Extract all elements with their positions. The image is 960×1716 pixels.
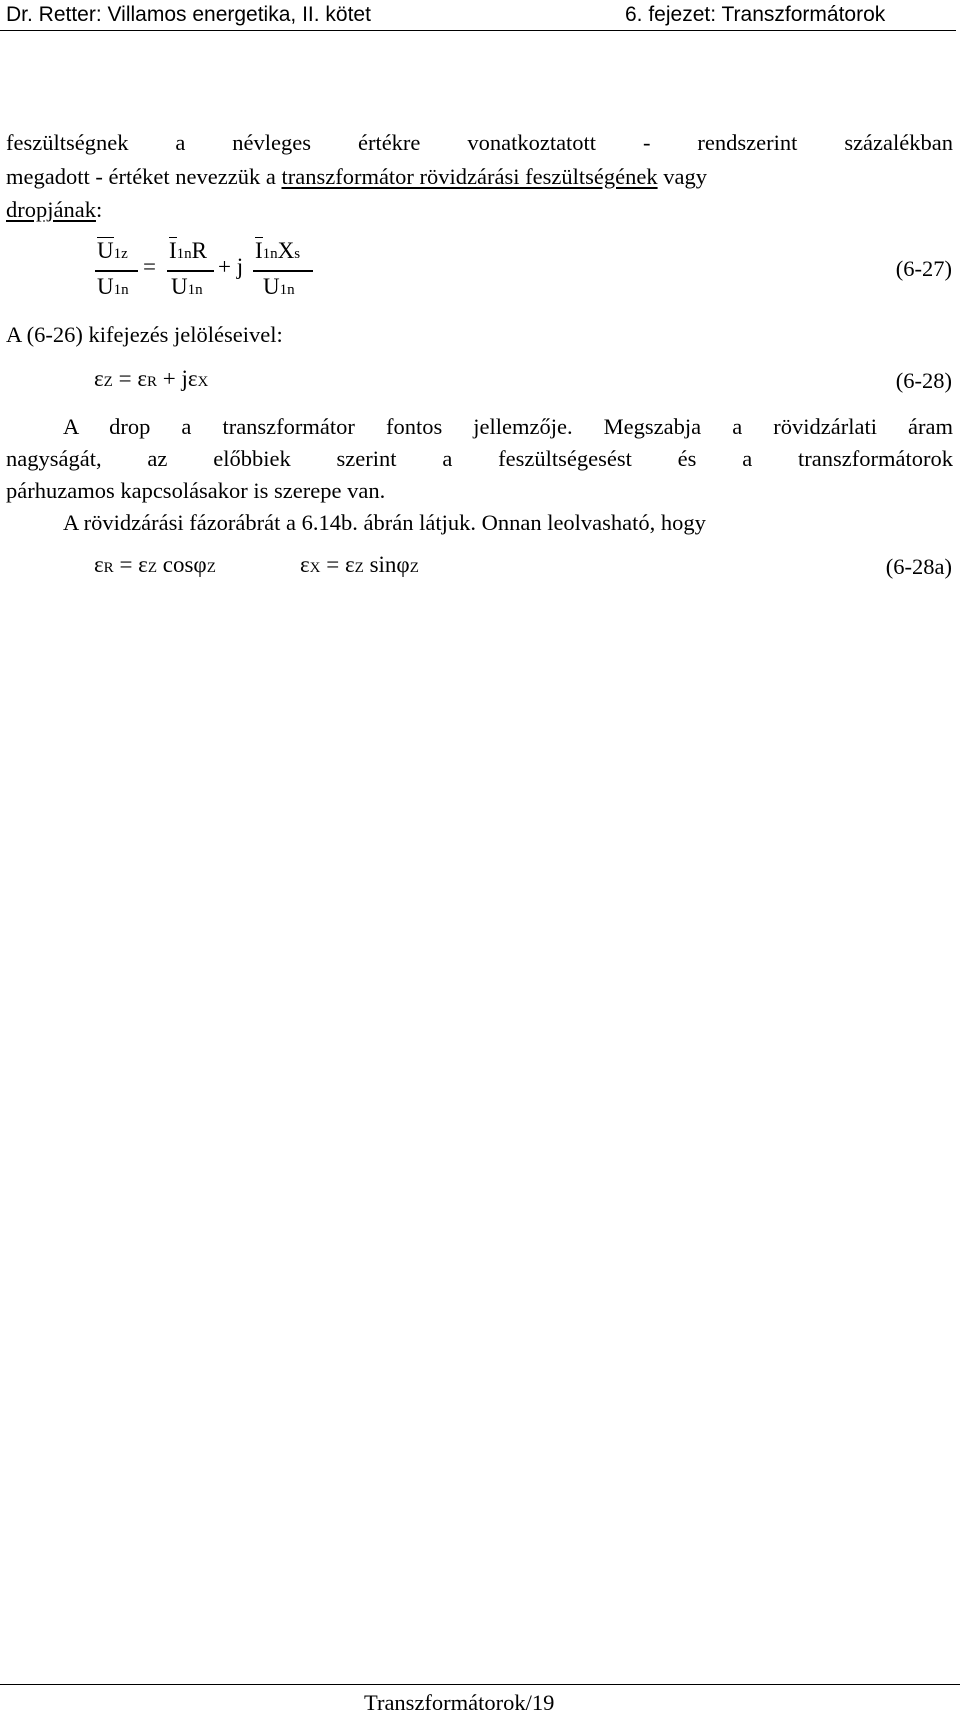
eq27-lhs-den-U: U [97, 274, 114, 299]
eq27-t1-I: I [169, 238, 177, 263]
eq27-t1-den-sub: 1n [187, 282, 203, 298]
para1-line2 [6, 164, 707, 190]
eq28a-equals-1: = [119, 552, 133, 577]
eq28-x-sub: X [197, 374, 209, 390]
term-rovidzarasi-feszultseg: transzformátor rövidzárási feszültségének [281, 164, 658, 189]
eq27-lhs-U-sub: 1z [113, 246, 128, 262]
footer-rule [0, 1684, 960, 1685]
para2-line1: A drop a transzformátor fontos jellemzője. Megszabja a rövidzárlati áram [63, 414, 953, 439]
eq28a-z-sub-3: Z [354, 560, 364, 576]
eq27-number: (6-27) [895, 256, 952, 281]
eq27-t2-X: X [277, 238, 295, 263]
header-chapter-title: 6. fejezet: Transzformátorok [625, 3, 886, 26]
eq27-t2-den-sub: 1n [279, 282, 295, 298]
eq27-term2-denominator [263, 274, 295, 300]
eq27-term1-denominator [171, 274, 203, 300]
eq27-t1-den-U: U [171, 274, 188, 299]
page-header [0, 0, 956, 31]
eq27-lhs-den-sub: 1n [113, 282, 129, 298]
eq27-term1-numerator [169, 238, 207, 264]
eq27-t2-X-sub: s [294, 246, 301, 262]
eq28a-r-sub: R [103, 560, 114, 576]
eq27-t1-I-sub: 1n [176, 246, 192, 262]
eq28-r-sub: R [147, 374, 158, 390]
eq27-lhs-denominator [97, 274, 129, 300]
eq28-eps-z: ε [94, 366, 104, 391]
para1-line1: feszültségnek a névleges értékre vonatkoztatott - rendszerint százalékban [6, 130, 953, 155]
eq27-t2-I: I [255, 238, 263, 263]
eq27-plus-j: + j [218, 254, 244, 279]
para1-line2-a: megadott - értéket nevezzük a [6, 164, 282, 189]
eq28a-x-sub: X [309, 560, 321, 576]
eq27-term1-fraction-bar [167, 270, 214, 272]
eq27-term2-fraction-bar [253, 270, 313, 272]
eq28a-er-expression [94, 552, 216, 578]
header-book-title: Dr. Retter: Villamos energetika, II. kötet [6, 3, 371, 26]
eq28a-eps-z-1: ε [138, 552, 148, 577]
eq28-plus-j-eps: + jε [162, 366, 198, 391]
eq28-expression [94, 366, 208, 392]
eq28a-z-sub-2: Z [206, 560, 216, 576]
eq27-term2-numerator [255, 238, 300, 264]
eq27-lhs-fraction-bar [95, 270, 138, 272]
text-a-6-26: A (6-26) kifejezés jelöléseivel: [6, 322, 283, 347]
eq28a-eps-x: ε [300, 552, 310, 577]
para2-line4: A rövidzárási fázorábrát a 6.14b. ábrán látjuk. Onnan leolvasható, hogy [63, 510, 706, 535]
eq28-eps-r: ε [137, 366, 147, 391]
eq28a-z-sub-4: Z [409, 560, 419, 576]
eq27-t2-den-U: U [263, 274, 280, 299]
term-drop: dropjának [6, 197, 96, 222]
eq28a-ex-expression [300, 552, 419, 578]
eq27-t1-R: R [191, 238, 208, 263]
eq27-equals: = [143, 254, 156, 279]
eq28a-cos-phi: cosφ [162, 552, 207, 577]
para2-line3: párhuzamos kapcsolásakor is szerepe van. [6, 478, 386, 503]
eq28a-eps-r: ε [94, 552, 104, 577]
eq27-lhs-U: U [97, 238, 114, 263]
eq28a-z-sub-1: Z [147, 560, 158, 576]
eq28-equals: = [118, 366, 132, 391]
eq28-z-sub: Z [103, 374, 113, 390]
para1-line3 [6, 197, 102, 223]
para1-line3-colon: : [95, 197, 103, 222]
eq27-t2-I-sub: 1n [262, 246, 278, 262]
para1-line2-c: vagy [657, 164, 707, 189]
para2-line2: nagyságát, az előbbiek szerint a feszültségesést és a transzformátorok [6, 446, 953, 471]
eq28-number: (6-28) [895, 368, 952, 393]
eq28a-number: (6-28a) [885, 554, 952, 579]
eq28a-equals-2: = [326, 552, 340, 577]
eq28a-eps-z-2: ε [345, 552, 355, 577]
page-footer: Transzformátorok/19 [364, 1690, 555, 1715]
eq28a-sin-phi: sinφ [369, 552, 410, 577]
eq27-lhs-numerator [97, 238, 128, 264]
